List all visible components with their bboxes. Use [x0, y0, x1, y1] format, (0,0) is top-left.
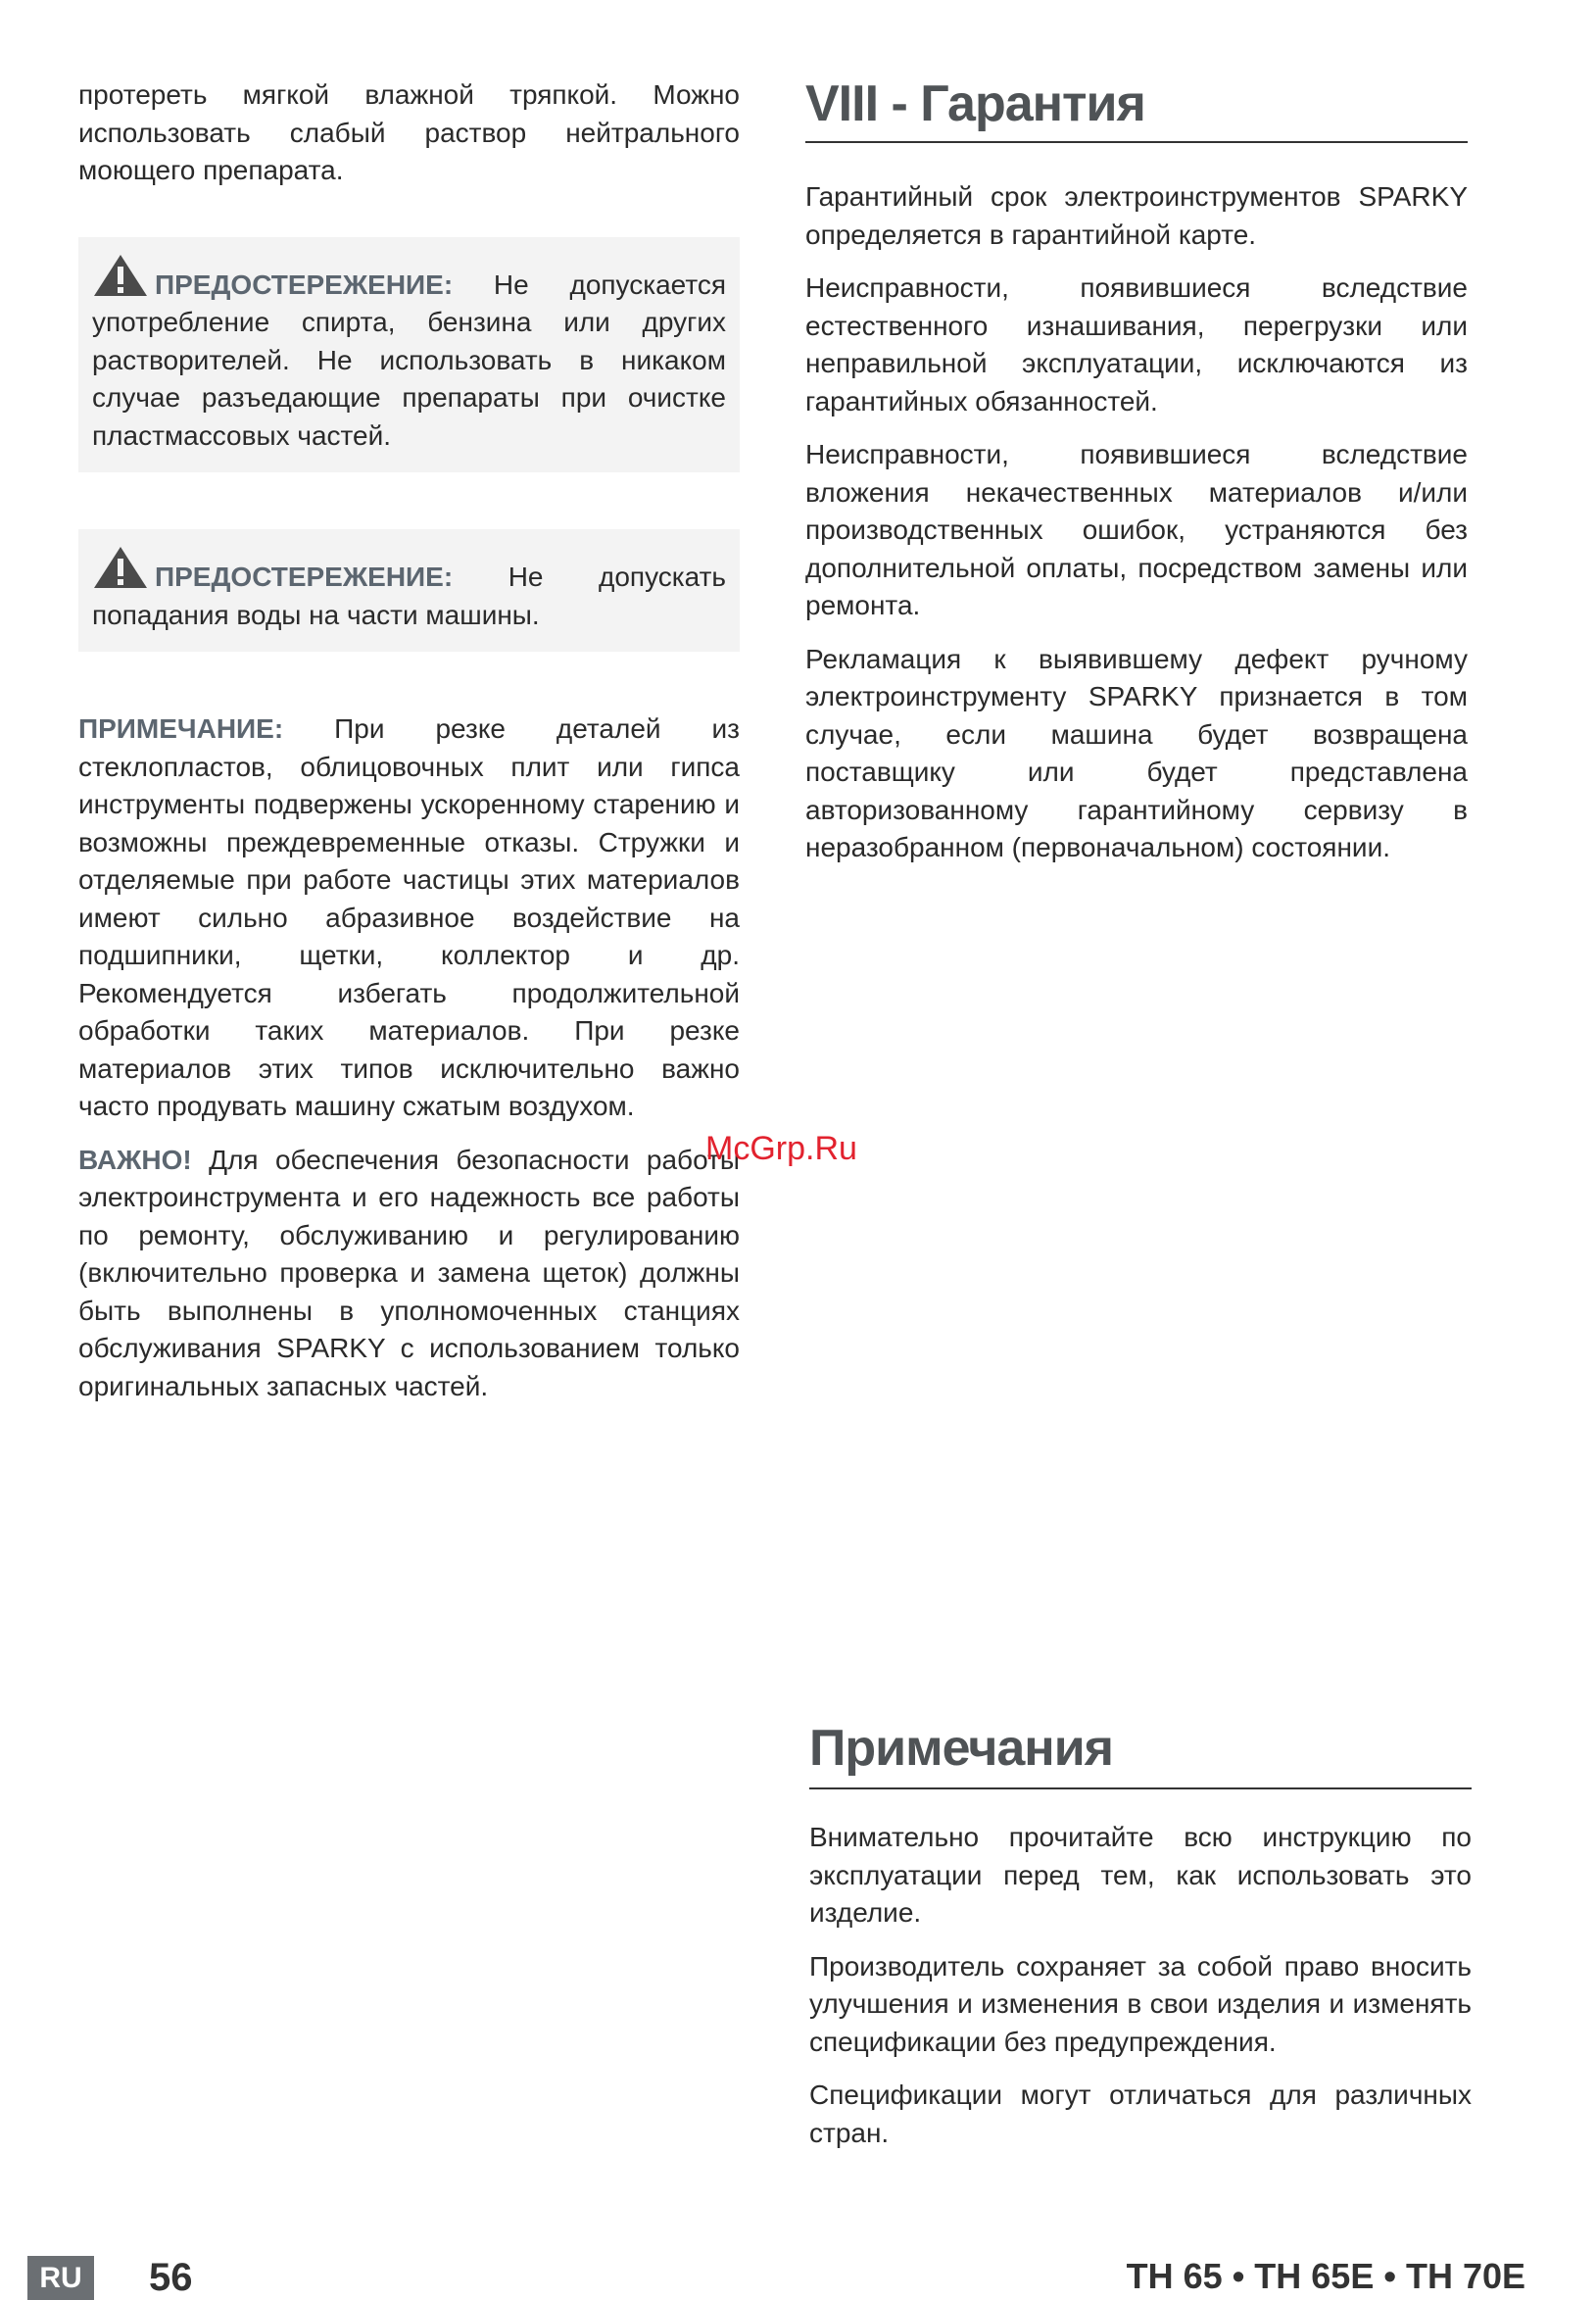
intro-text: протереть мягкой влажной тряпкой. Можно использовать слабый раствор нейтрального моющего препарата.	[78, 79, 740, 185]
page-number: 56	[149, 2256, 193, 2299]
note-text: При резке деталей из стеклопластов, облицовочных плит или гипса инструменты подвержены ускоренному старению и возможны преждевременные отказы. Стружки и отделяемые при работе частицы этих материалов имеют сильно абразивное воздействие на подшипники, щетки, коллектор и др. Рекомендуется избегать продолжительной обработки таких материалов. При резке материалов этих типов исключительно важно часто продувать машину сжатым воздухом.	[78, 713, 740, 1121]
model-names: TH 65 • TH 65E • TH 70E	[1126, 2256, 1525, 2296]
warranty-paragraph: Рекламация к выявившему дефект ручному электроинструменту SPARKY признается в том случае, если машина будет возвращена поставщику или будет представлена авторизованному гарантийному сервизу в неразобранном (первоначальном) состоянии.	[805, 643, 1468, 862]
notes-paragraph: Производитель сохраняет за собой право вносить улучшения и изменения в свои изделия и изменять спецификации без предупреждения.	[809, 1950, 1472, 2057]
warning-text: Не допускается употребление спирта, бензина или других растворителей. Не использовать в никаком случае разъедающие препараты при очистке пластмассовых частей.	[92, 269, 726, 451]
warning-triangle-icon	[92, 545, 149, 590]
warning-label: ПРЕДОСТЕРЕЖЕНИЕ:	[155, 269, 454, 300]
warranty-title: VIII - Гарантия	[805, 75, 1145, 132]
notes-paragraph: Внимательно прочитайте всю инструкцию по эксплуатации перед тем, как использовать это изделие.	[809, 1822, 1472, 1928]
title-rule	[809, 1787, 1472, 1789]
warning-label: ПРЕДОСТЕРЕЖЕНИЕ:	[155, 562, 454, 592]
note-label: ПРИМЕЧАНИЕ:	[78, 713, 284, 744]
warranty-paragraph: Неисправности, появившиеся вследствие естественного изнашивания, перегрузки или неправильной эксплуатации, исключаются из гарантийных обязанностей.	[805, 272, 1468, 416]
important-text: Для обеспечения безопасности работы электроинструмента и его надежность все работы по ремонту, обслуживанию и регулированию (включительно проверка и замена щеток) должны быть выполнены в уполномоченных станциях обслуживания SPARKY с использованием только оригинальных запасных частей.	[78, 1144, 740, 1401]
important-label: ВАЖНО!	[78, 1144, 192, 1175]
warranty-section	[805, 73, 1468, 867]
warning-box-solvents	[78, 237, 740, 473]
watermark: McGrp.Ru	[705, 1130, 857, 1167]
notes-section	[809, 1717, 1472, 2152]
note-paragraph	[78, 710, 740, 1126]
warning-triangle-icon	[92, 253, 149, 298]
warranty-paragraph: Гарантийный срок электроинструментов SPARKY определяется в гарантийной карте.	[805, 181, 1468, 250]
notes-title: Примечания	[809, 1720, 1114, 1777]
left-column	[78, 76, 740, 1405]
language-badge: RU	[27, 2256, 94, 2300]
notes-paragraph: Спецификации могут отличаться для различных стран.	[809, 2080, 1472, 2148]
warning-box-water	[78, 529, 740, 652]
warranty-paragraph: Неисправности, появившиеся вследствие вложения некачественных материалов и/или производственных ошибок, устраняются без дополнительной оплаты, посредством замены или ремонта.	[805, 439, 1468, 620]
page-footer	[0, 2250, 1596, 2300]
important-paragraph	[78, 1142, 740, 1406]
warning-text: Не допускать попадания воды на части машины.	[92, 562, 726, 630]
title-rule	[805, 141, 1468, 143]
